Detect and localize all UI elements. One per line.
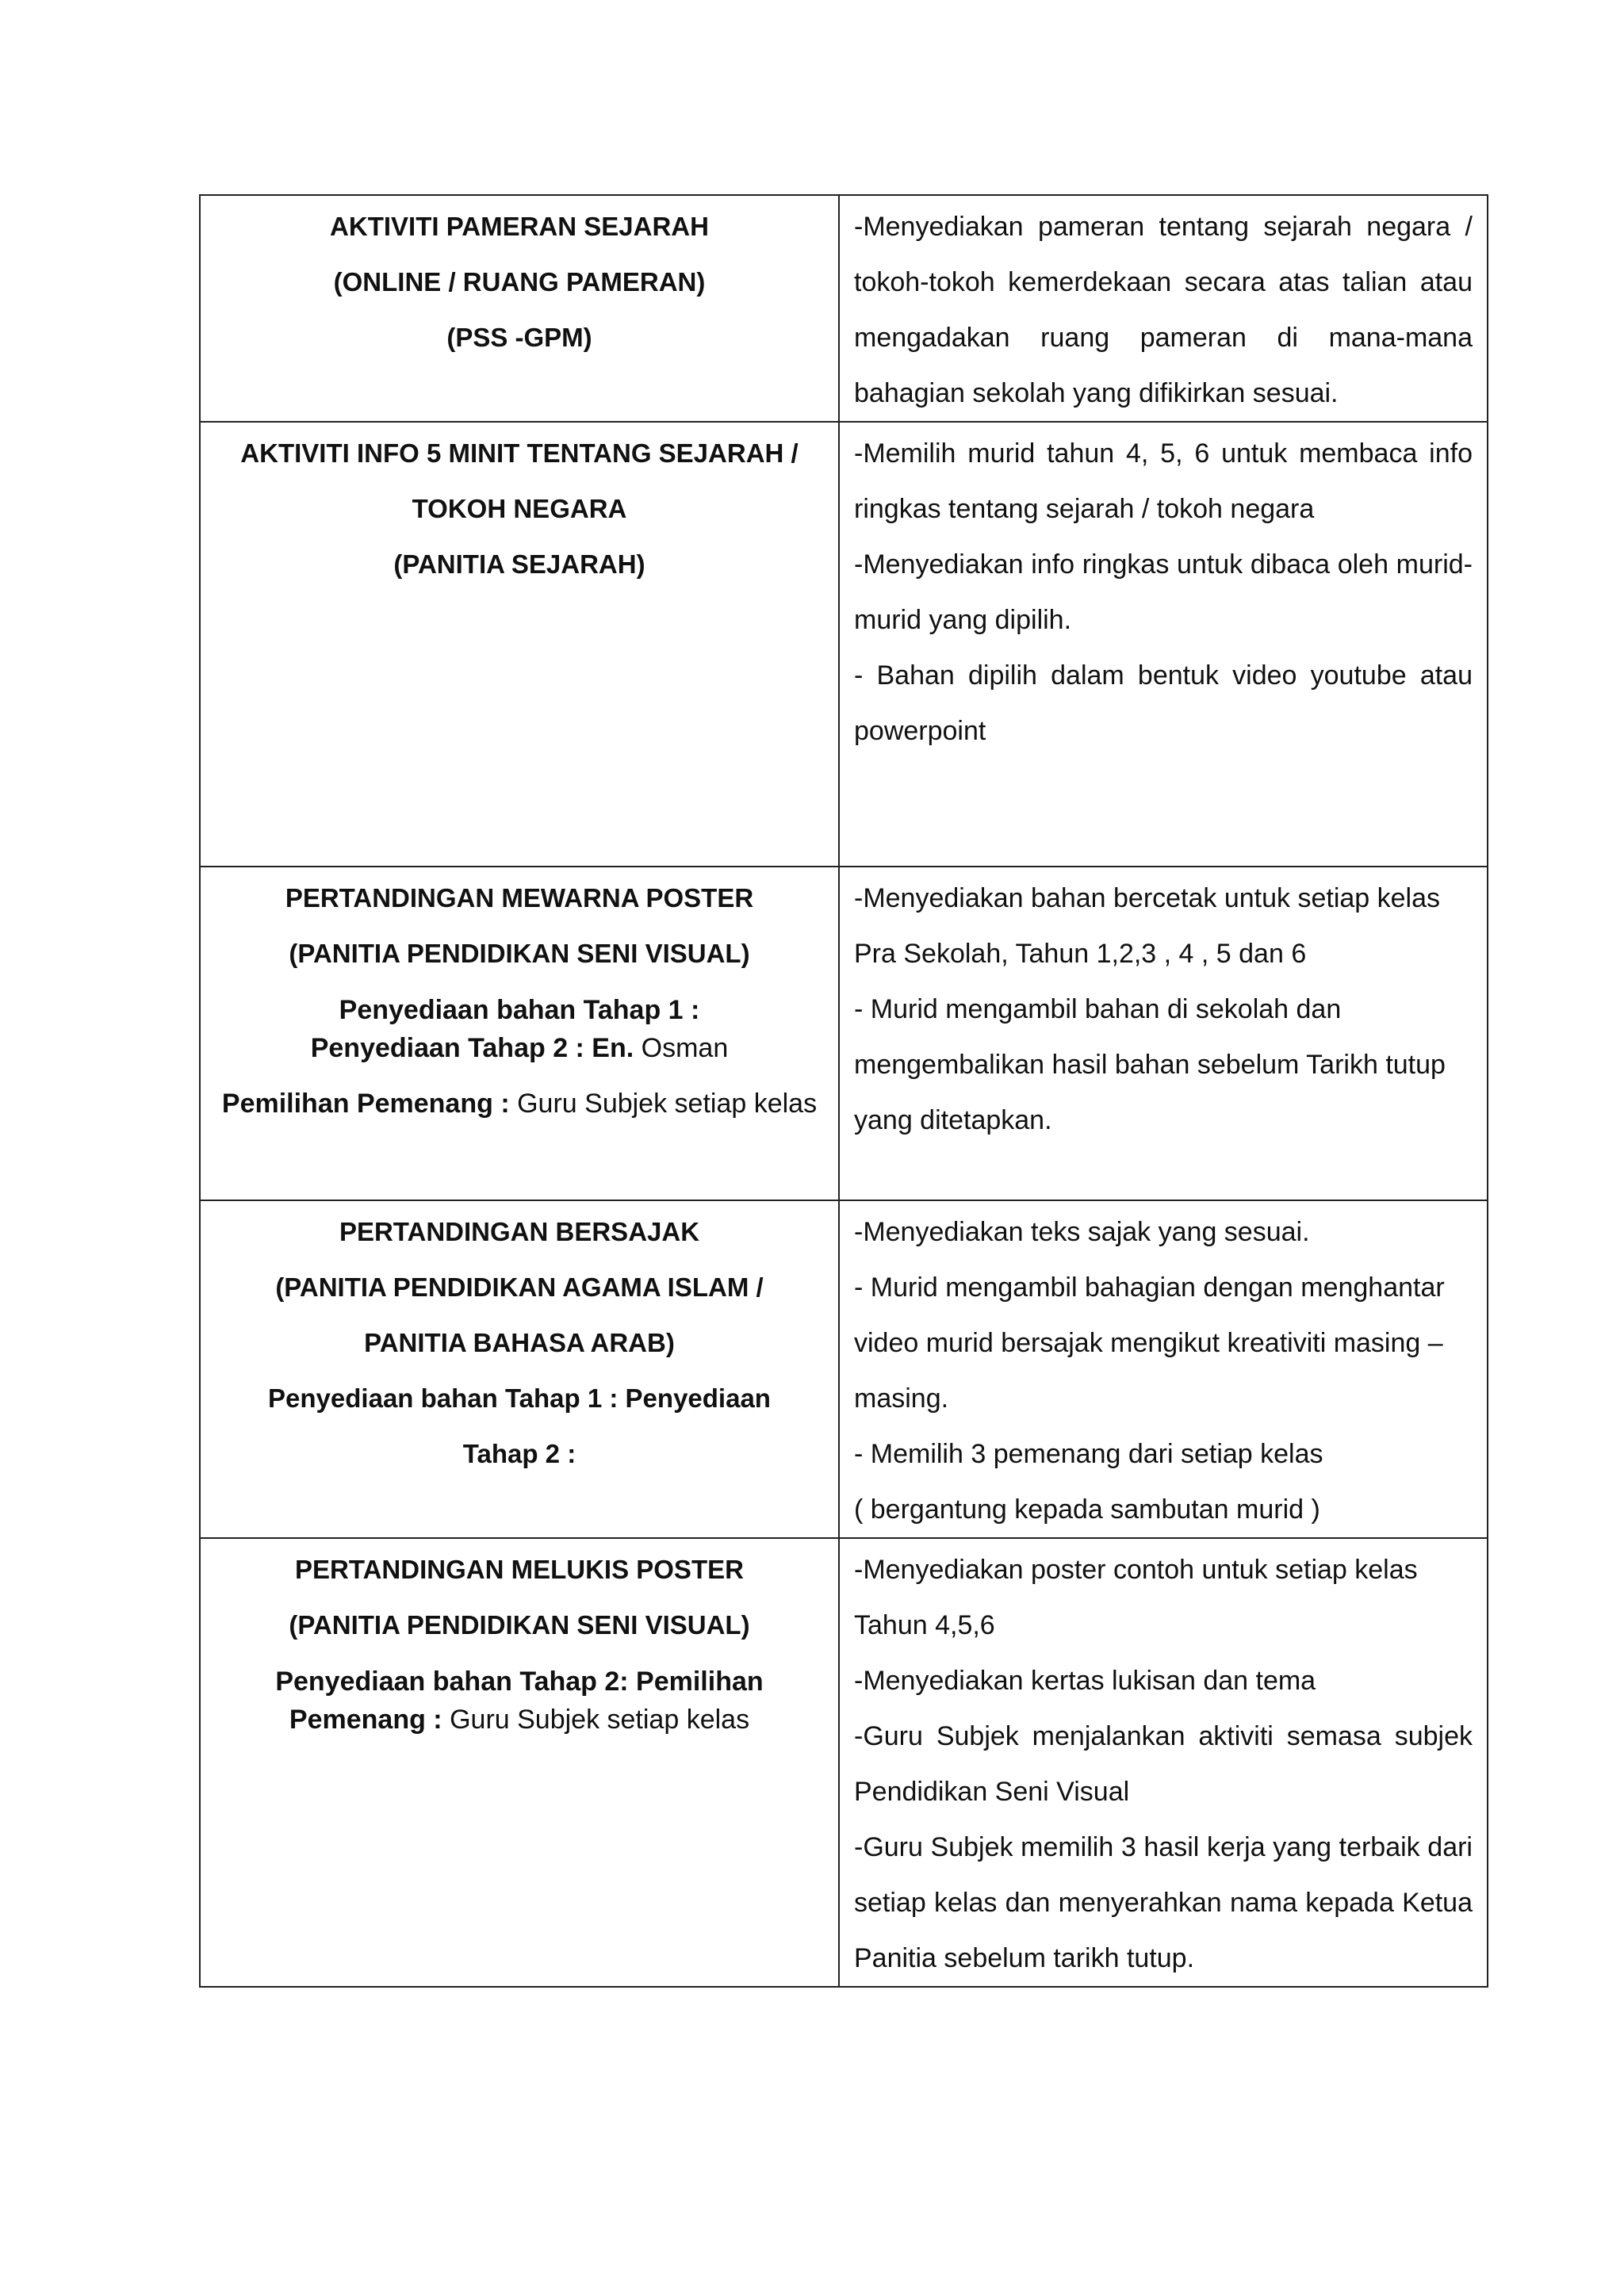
description-text: -Menyediakan pameran tentang sejarah negara / tokoh-tokoh kemerdekaan secara atas talian atau mengadakan ruang pameran di mana-mana bahagian sekolah yang difikirkan sesuai. (854, 212, 1473, 408)
activity-unit: (PANITIA PENDIDIKAN AGAMA ISLAM / PANITIA BAHASA ARAB) (275, 1272, 764, 1357)
description-line: ( bergantung kepada sambutan murid ) (854, 1494, 1320, 1525)
description-line: - Memilih 3 pemenang dari setiap kelas (854, 1439, 1323, 1469)
description-cell (839, 1200, 1488, 1538)
description-line: - Murid mengambil bahan di sekolah dan mengembalikan hasil bahan sebelum Tarikh tutup yang ditetapkan. (854, 994, 1446, 1135)
activity-subtitle: (ONLINE / RUANG PAMERAN) (333, 267, 706, 297)
stage-2-line (210, 1029, 829, 1067)
activity-title: PERTANDINGAN MEWARNA POSTER (285, 883, 754, 913)
table-row (200, 1538, 1488, 1987)
description-line: - Bahan dipilih dalam bentuk video youtube atau powerpoint (854, 660, 1473, 746)
stage-2-value: Osman (634, 1033, 729, 1063)
activity-title: AKTIVITI INFO 5 MINIT TENTANG SEJARAH / TOKOH NEGARA (240, 438, 799, 523)
stage-2-label: Penyediaan Tahap 2 : En. (310, 1033, 634, 1063)
description-line: -Guru Subjek memilih 3 hasil kerja yang terbaik dari setiap kelas dan menyerahkan nama kepada Ketua Panitia sebelum tarikh tutup. (854, 1832, 1473, 1973)
activity-table (199, 194, 1488, 1988)
description-line: - Murid mengambil bahagian dengan menghantar video murid bersajak mengikut kreativiti masing – masing. (854, 1272, 1445, 1414)
description-line: -Menyediakan bahan bercetak untuk setiap kelas Pra Sekolah, Tahun 1,2,3 , 4 , 5 dan 6 (854, 883, 1441, 969)
description-cell (839, 195, 1488, 422)
description-line: -Guru Subjek menjalankan aktiviti semasa subjek Pendidikan Seni Visual (854, 1721, 1473, 1807)
table-row (200, 867, 1488, 1200)
winner-value: Guru Subjek setiap kelas (509, 1089, 818, 1119)
description-line: -Menyediakan kertas lukisan dan tema (854, 1666, 1316, 1696)
activity-cell (200, 195, 839, 422)
activity-cell (200, 1538, 839, 1987)
activity-title: AKTIVITI PAMERAN SEJARAH (330, 212, 709, 241)
table-row (200, 1200, 1488, 1538)
table-row (200, 195, 1488, 422)
description-cell (839, 422, 1488, 867)
stage-line (210, 1663, 829, 1739)
stage-value: Guru Subjek setiap kelas (442, 1705, 750, 1735)
activity-unit: (PSS -GPM) (446, 323, 592, 352)
description-line: -Menyediakan teks sajak yang sesuai. (854, 1217, 1310, 1247)
description-line: -Memilih murid tahun 4, 5, 6 untuk membaca info ringkas tentang sejarah / tokoh negara (854, 438, 1473, 524)
stage-labels: Penyediaan bahan Tahap 1 : Penyediaan Tahap 2 : (268, 1383, 771, 1468)
activity-unit: (PANITIA PENDIDIKAN SENI VISUAL) (289, 939, 750, 968)
activity-cell (200, 1200, 839, 1538)
activity-unit: (PANITIA SEJARAH) (393, 549, 645, 579)
description-line: -Menyediakan info ringkas untuk dibaca oleh murid-murid yang dipilih. (854, 549, 1473, 635)
winner-label: Pemilihan Pemenang : (221, 1089, 510, 1119)
winner-line (210, 1085, 829, 1123)
description-line: -Menyediakan poster contoh untuk setiap kelas Tahun 4,5,6 (854, 1555, 1418, 1640)
activity-cell (200, 867, 839, 1200)
activity-cell (200, 422, 839, 867)
activity-unit: (PANITIA PENDIDIKAN SENI VISUAL) (289, 1610, 750, 1640)
activity-title: PERTANDINGAN MELUKIS POSTER (295, 1555, 744, 1584)
table-row (200, 422, 1488, 867)
description-cell (839, 1538, 1488, 1987)
stage-1-label: Penyediaan bahan Tahap 1 : (339, 995, 700, 1025)
activity-title: PERTANDINGAN BERSAJAK (339, 1217, 700, 1246)
stage-label: Penyediaan bahan Tahap 2: Pemilihan Pemenang : (275, 1667, 764, 1735)
description-cell (839, 867, 1488, 1200)
